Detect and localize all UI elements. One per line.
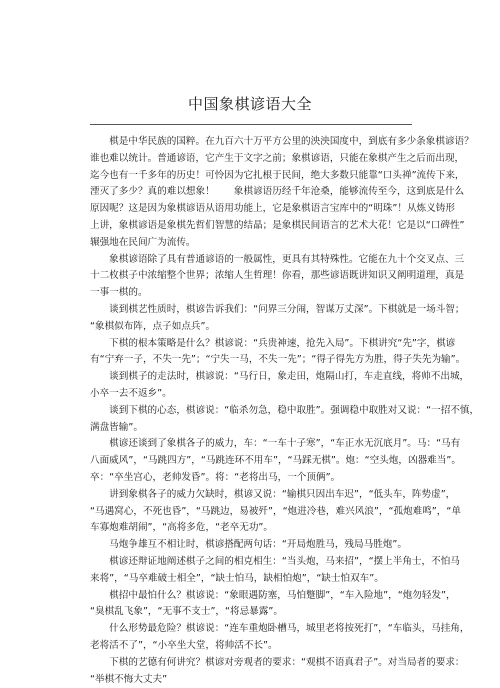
- text-line: “马遇窝心，不死也昏”，“马跳边，易被歼”，“炮进冷巷，难兴风浪”，“孤炮难鸣”，“单: [90, 504, 412, 521]
- text-line: 十二枚棋子中浓缩整个世界；浓缩人生哲理！你看，那些谚语既讲知识又阐明道理，真是: [90, 268, 412, 285]
- text-line: 棋谚还辩证地阐述棋子之间的相克相生：“当头炮，马来招”，“摆上半角士，不怕马: [90, 554, 412, 571]
- text-line: 什么形势最危险？棋谚说：“连车重炮卧槽马，城里老将按死打”，“车临头，马挂角，: [90, 621, 412, 638]
- text-line: 讲到象棋各子的威力欠缺时，棋谚又说：“输棋只因出车迟”，“低头车，阵势虚”，: [90, 487, 412, 504]
- text-line: “举棋不悔大丈夫”: [90, 672, 412, 688]
- text-line: 棋招中最怕什么？棋谚说：“象眼遇防塞，马怕蹩脚”，“车入险地”，“炮勿轻发”，: [90, 588, 412, 605]
- text-line: 有“宁弃一子，不失一先”；“宁失一马，不失一先”；“得子得先方为胜，得子失先为输”。: [90, 352, 412, 369]
- text-line: 棋是中华民族的国粹。在九百六十万平方公里的泱泱国度中，到底有多少条象棋谚语？: [90, 134, 412, 151]
- text-line: “臭棋乱飞象”，“无事不支士”，“将忌暴露”。: [90, 604, 412, 621]
- text-line: 卒：“卒坐宫心，老帅发昏”。将：“老将出马，一个顶俩”。: [90, 470, 412, 487]
- text-line: 象棋谚语除了具有普通谚语的一般属性，更具有其特殊性。它能在九十个交叉点、三: [90, 252, 412, 269]
- text-line: 谈到棋艺性质时，棋谚告诉我们：“问界三分闹，智谋万丈深”。下棋就是一场斗智；: [90, 302, 412, 319]
- text-line: 谁也难以统计。普通谚语，它产生于文字之前；象棋谚语，只能在象棋产生之后而出现，: [90, 151, 412, 168]
- text-line: 小卒一去不返乡”。: [90, 386, 412, 403]
- text-line: 马炮争雄互不相让时，棋谚搭配两句话：“开局炮胜马，残局马胜炮”。: [90, 537, 412, 554]
- text-line: 八面威风”，“马跳四方”，“马跳连环不用车”，“马踩无棋”。炮：“空头炮，凶器难当”。: [90, 453, 412, 470]
- text-line: 一事一棋的。: [90, 285, 412, 302]
- text-line: 下棋的根本策略是什么？棋谚说：“兵贵神速，抢先入局”。下棋讲究“先”字，棋谚: [90, 336, 412, 353]
- text-line: 老将活不了”，“小卒坐大堂，将帅活不长”。: [90, 638, 412, 655]
- text-line: “象棋似布阵，点子如点兵”。: [90, 319, 412, 336]
- text-line: 上讲，象棋谚语是象棋先哲们智慧的结晶；是象棋民间语言的艺术大花！它是以“口碑性”: [90, 218, 412, 235]
- text-line: 棋谚还谈到了象棋各子的威力，车：“一车十子寒”，“车正水无沉底月”。马：“马有: [90, 436, 412, 453]
- text-line: 原因呢？这是因为象棋谚语从语用功能上，它是象棋语言宝库中的“明珠”！从炼义铸形: [90, 201, 412, 218]
- text-line: 下棋的艺德有何讲究？棋谚对旁观者的要求：“观棋不语真君子”。对当局者的要求：: [90, 655, 412, 672]
- title-divider: [90, 124, 412, 125]
- text-line: 满盘皆输”。: [90, 420, 412, 437]
- document-title: 中国象棋谚语大全: [0, 93, 500, 114]
- text-line: 迄今也有一千多年的历史！可怜因为它扎根于民间，绝大多数只能靠“口头禅”流传下来，: [90, 168, 412, 185]
- text-line: 湮灭了多少？真的难以想象！ 象棋谚语历经千年沧桑，能够流传至今，这到底是什么: [90, 184, 412, 201]
- document-body: [90, 134, 412, 688]
- text-line: 来将”，“马卒难破士相全”，“缺士怕马，缺相怕炮”，“缺士怕双车”。: [90, 571, 412, 588]
- text-line: 谈到棋子的走法时，棋谚说：“马行日，象走田，炮隔山打，车走直线，将帅不出城，: [90, 369, 412, 386]
- text-line: 谈到下棋的心态，棋谚说：“临杀勿急，稳中取胜”。强调稳中取胜对又说：“一招不慎，: [90, 403, 412, 420]
- text-line: 辗强地在民间广为流传。: [90, 235, 412, 252]
- text-line: 车寡炮难胡闹”，“高将多危，“老卒无功”。: [90, 520, 412, 537]
